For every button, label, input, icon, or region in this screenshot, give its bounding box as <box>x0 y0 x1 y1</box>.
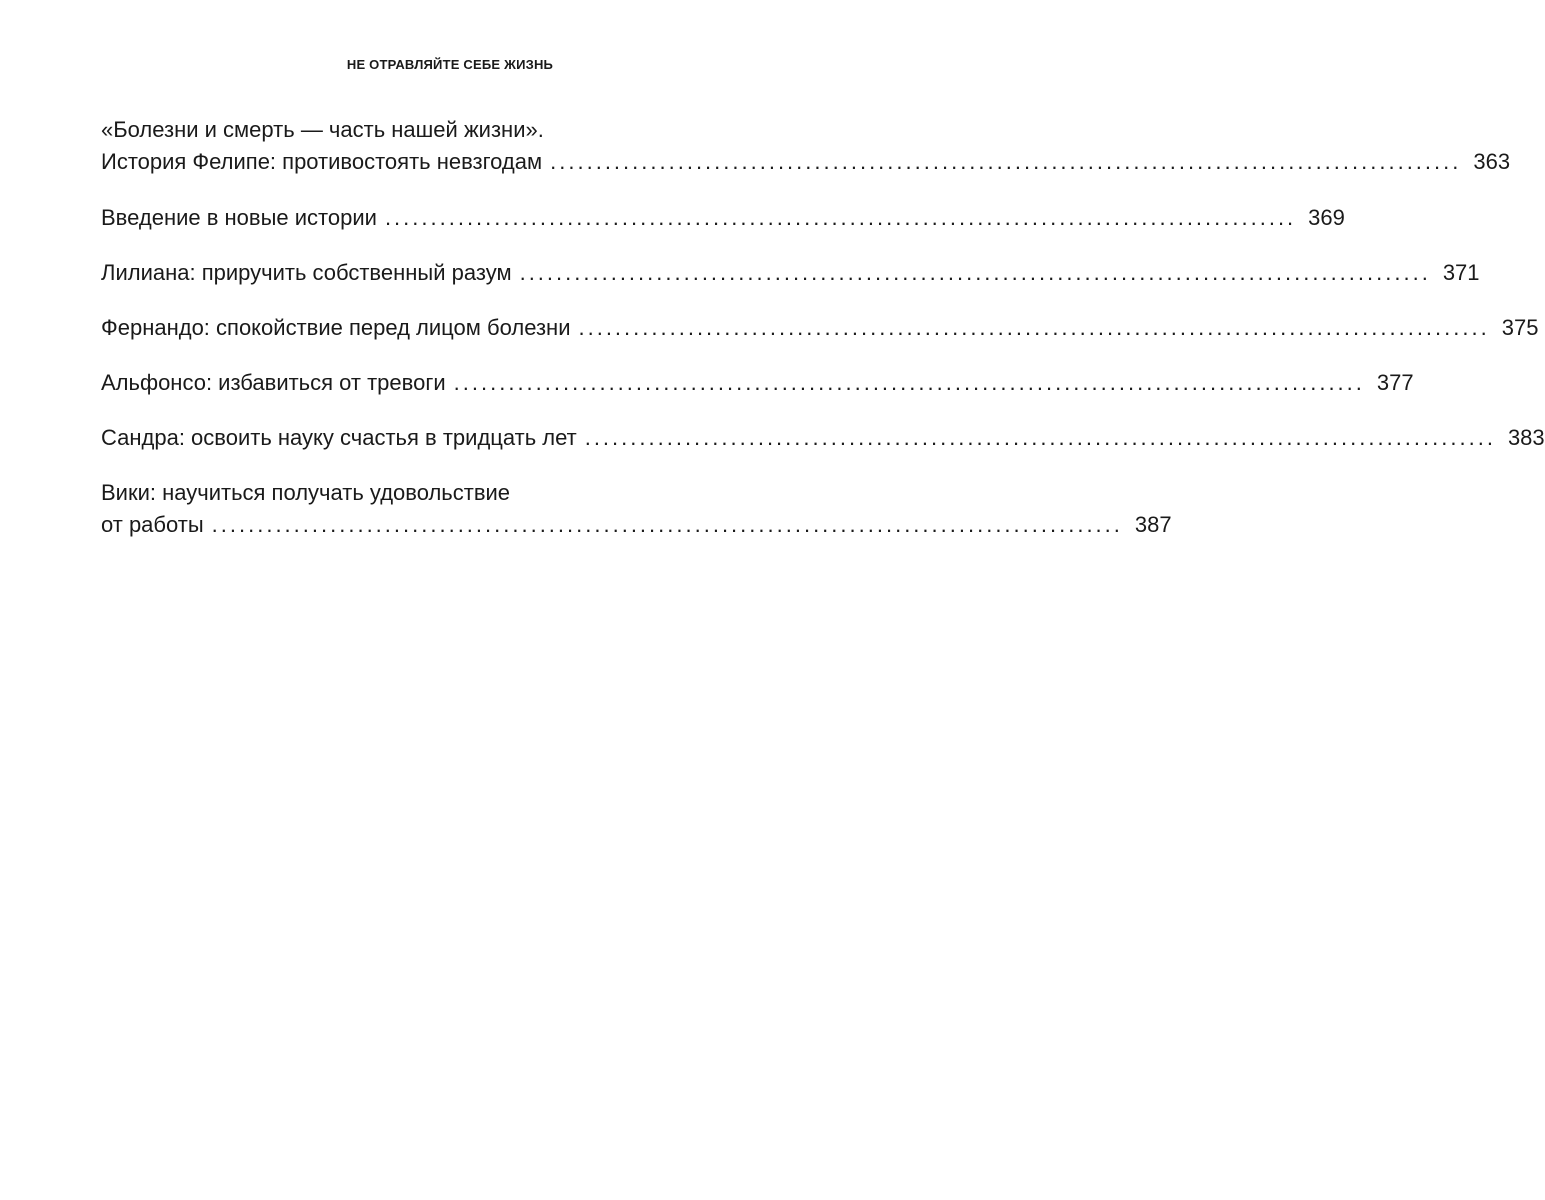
toc-entry-title: История Фелипе: противостоять невзгодам <box>101 149 543 174</box>
toc-entry-line <box>101 257 1480 289</box>
toc-entry-title: Сандра: освоить науку счастья в тридцать лет <box>101 425 577 450</box>
toc-entry-line <box>101 477 713 509</box>
toc-entry-line <box>101 114 713 146</box>
dot-leader: .................................................................................................... <box>519 260 1431 285</box>
running-head: НЕ ОТРАВЛЯЙТЕ СЕБЕ ЖИЗНЬ <box>346 57 554 72</box>
toc-entry-felipe[interactable] <box>101 114 1511 178</box>
toc-page-number: 363 <box>1473 149 1511 174</box>
toc-entry-title: Альфонсо: избавиться от тревоги <box>101 370 446 395</box>
dot-leader: .................................................................................................... <box>584 425 1496 450</box>
dot-leader: .................................................................................................... <box>384 205 1297 230</box>
toc-entry-line <box>101 509 1172 541</box>
toc-entry-line <box>101 202 1345 234</box>
toc-entry-title: Вики: научиться получать удовольствие <box>101 480 511 505</box>
toc-page-number: 369 <box>1308 205 1345 230</box>
toc-entry-line <box>101 422 1545 454</box>
toc-page-number: 377 <box>1376 370 1414 395</box>
toc-entry-title: Введение в новые истории <box>101 205 377 230</box>
toc-entry-line <box>101 146 1511 178</box>
toc-entry-title: Лилиана: приручить собственный разум <box>101 260 512 285</box>
dot-leader: .................................................................................................... <box>578 315 1490 340</box>
toc-entry-intro[interactable] <box>101 202 1345 234</box>
toc-page-number: 375 <box>1501 315 1539 340</box>
toc-page-number: 383 <box>1507 425 1545 450</box>
toc-entry-title: «Болезни и смерть — часть нашей жизни». <box>101 117 544 142</box>
toc-entry-line <box>101 367 1414 399</box>
toc-entry-liliana[interactable] <box>101 257 1480 289</box>
dot-leader: .................................................................................................... <box>211 512 1123 537</box>
toc-entry-line <box>101 312 1539 344</box>
toc-entry-title: Фернандо: спокойствие перед лицом болезни <box>101 315 571 340</box>
toc-page-number: 371 <box>1442 260 1480 285</box>
toc-entry-fernando[interactable] <box>101 312 1539 344</box>
dot-leader: .................................................................................................... <box>550 149 1462 174</box>
toc-page-number: 387 <box>1134 512 1172 537</box>
toc-entry-sandra[interactable] <box>101 422 1545 454</box>
toc-entry-title: от работы <box>101 512 204 537</box>
dot-leader: .................................................................................................... <box>453 370 1365 395</box>
toc-entry-alfonso[interactable] <box>101 367 1414 399</box>
toc-entry-viki[interactable] <box>101 477 1172 541</box>
